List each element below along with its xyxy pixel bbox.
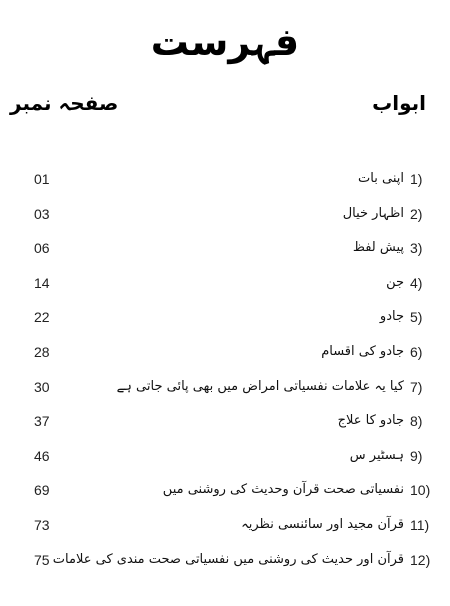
toc-entry-number: 3) xyxy=(410,240,423,257)
toc-entry xyxy=(0,197,450,232)
page-title: فہرست xyxy=(150,20,300,64)
toc-entry-page: 75 xyxy=(34,551,50,568)
toc-entry-page: 30 xyxy=(34,378,50,395)
toc-entry-title: جادو کا علاج xyxy=(337,413,404,429)
toc-entry xyxy=(0,404,450,439)
toc-entry xyxy=(0,439,450,474)
page-number-column-header: صفحہ نمبر xyxy=(10,91,119,115)
toc-entry-number: 8) xyxy=(410,413,423,430)
toc-entry-page: 03 xyxy=(34,205,50,222)
toc-entry xyxy=(0,508,450,543)
toc-entry-title: جادو xyxy=(379,309,404,325)
toc-entry-number: 1) xyxy=(410,171,423,187)
toc-entry-title: جادو کی اقسام xyxy=(321,343,404,359)
toc-entry xyxy=(0,300,450,335)
toc-entry-title: قرآن اور حدیث کی روشنی میں نفسیاتی صحت مندی کی علامات xyxy=(52,551,404,567)
toc-entry-title: اظہار خیال xyxy=(342,205,404,221)
toc-entry-title: کیا یہ علامات نفسیاتی امراض میں بھی پائی جاتی ہے xyxy=(116,378,404,394)
toc-entry-title: ہسٹیر س xyxy=(349,447,404,463)
toc-entry-page: 37 xyxy=(34,413,50,430)
toc-entry-number: 12) xyxy=(410,551,431,568)
toc-entry-number: 4) xyxy=(410,274,423,291)
toc-entry xyxy=(0,162,450,197)
toc-entry-number: 9) xyxy=(410,447,423,464)
toc-entry-title: نفسیاتی صحت قرآن وحدیث کی روشنی میں xyxy=(162,482,404,498)
toc-entry xyxy=(0,473,450,508)
toc-entry xyxy=(0,231,450,266)
toc-entry-title: جن xyxy=(386,274,404,290)
toc-entry-number: 10) xyxy=(410,482,431,499)
toc-entry-page: 46 xyxy=(34,447,50,464)
toc-entry-number: 2) xyxy=(410,205,423,222)
toc-entry-title: قرآن مجید اور سائنسی نظریہ xyxy=(241,516,404,532)
toc-entry xyxy=(0,370,450,405)
toc-entry-page: 28 xyxy=(34,343,50,360)
toc-entry-number: 11) xyxy=(410,516,430,533)
chapters-column-header: ابواب xyxy=(372,91,426,115)
toc-entry-page: 73 xyxy=(34,516,50,533)
toc-entry xyxy=(0,543,450,578)
toc-entry-title: اپنی بات xyxy=(358,171,404,186)
toc-entry-page: 06 xyxy=(34,240,50,257)
toc-entry-page: 14 xyxy=(34,274,50,291)
toc-entry xyxy=(0,266,450,301)
toc-list xyxy=(0,162,450,577)
toc-entry-page: 69 xyxy=(34,482,50,499)
toc-entry-number: 6) xyxy=(410,343,423,360)
toc-entry-number: 7) xyxy=(410,378,423,395)
toc-entry-page: 01 xyxy=(34,171,50,187)
toc-entry-title: پیش لفظ xyxy=(352,240,404,256)
toc-entry xyxy=(0,335,450,370)
toc-entry-page: 22 xyxy=(34,309,50,326)
toc-entry-number: 5) xyxy=(410,309,423,326)
